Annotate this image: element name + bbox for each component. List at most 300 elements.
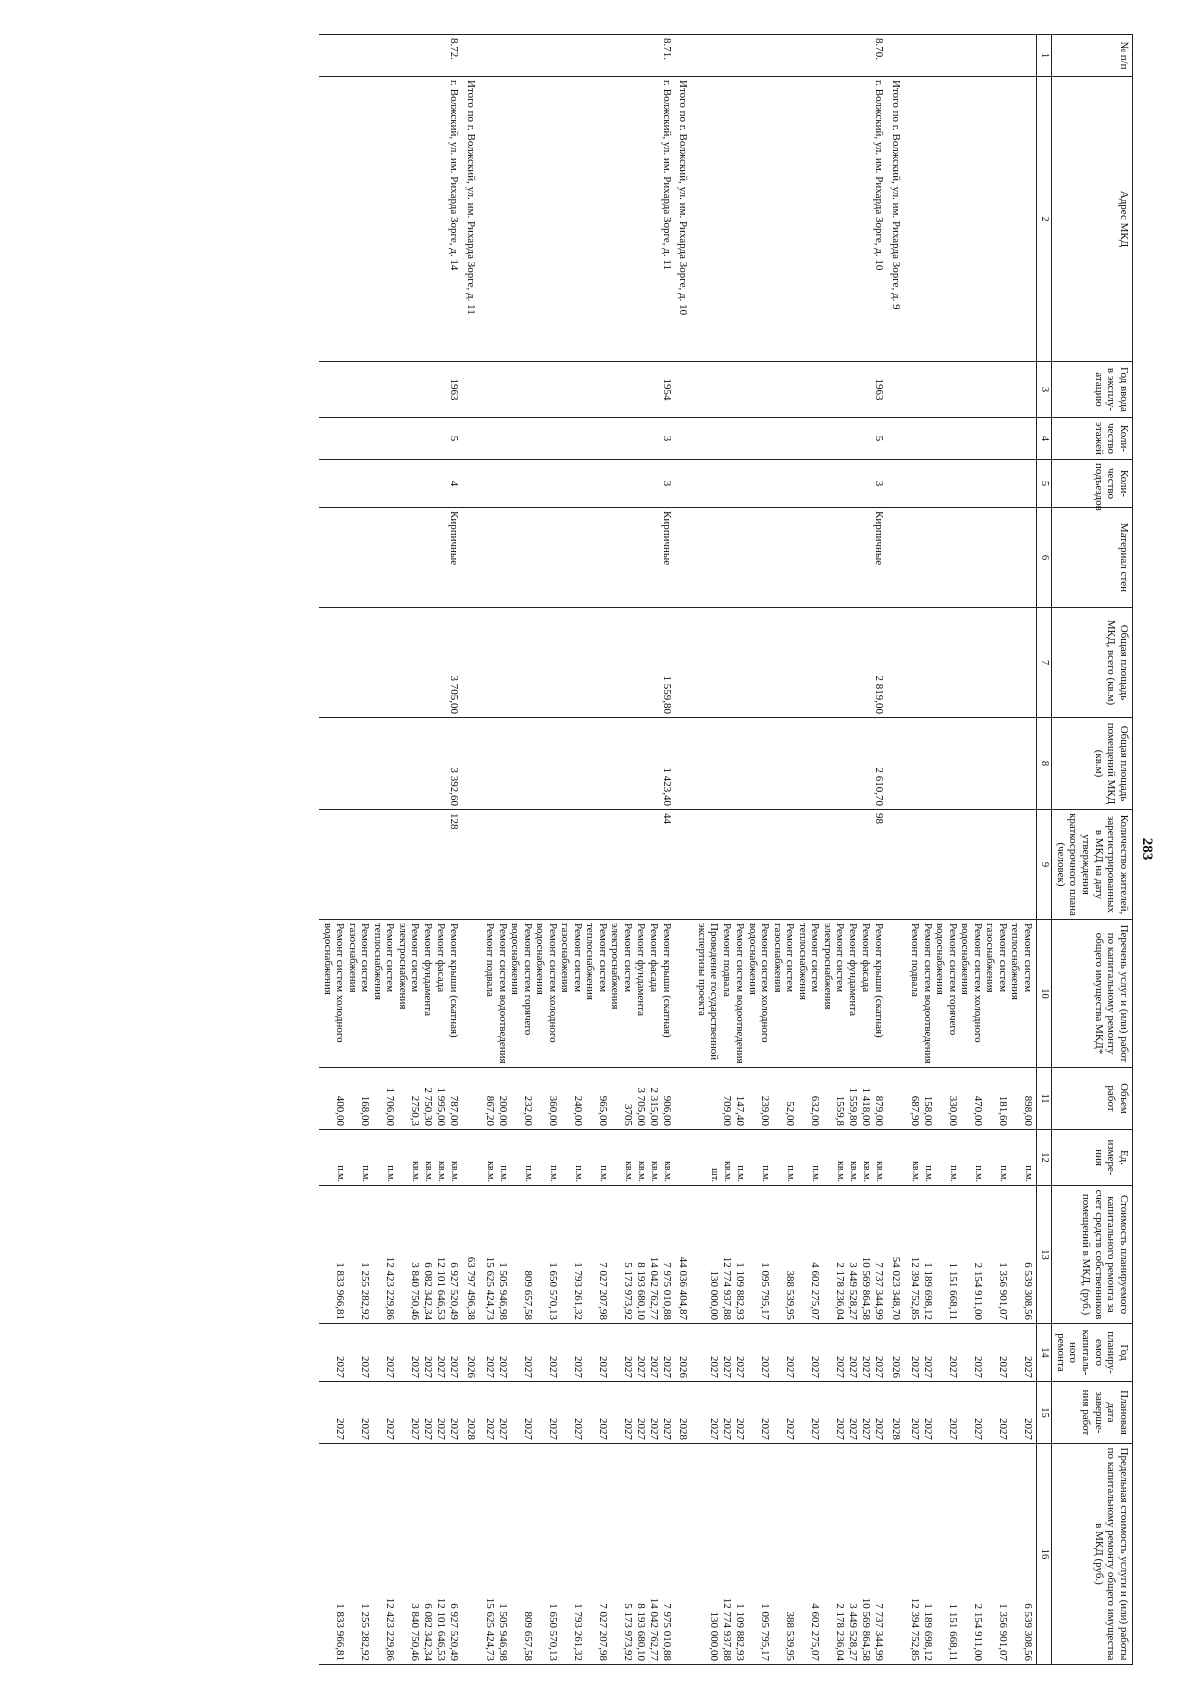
work-volume: 1 418,00 [860, 1087, 873, 1126]
work-volume: 1 995,00 [435, 1087, 448, 1126]
work-year: 2027 [596, 1356, 609, 1378]
work-cost: 6 539 308,56 [1022, 1262, 1035, 1320]
work-end-date: 2027 [546, 1418, 559, 1440]
work-cost: 1 255 282,92 [359, 1262, 372, 1320]
row-number: 8.71. [481, 35, 675, 77]
work-end-date: 2027 [409, 1418, 422, 1440]
work-year: 2027 [847, 1356, 860, 1378]
work-name: Ремонт систем холодного водоснабжения [534, 923, 559, 1043]
work-name: Ремонт фундамента [634, 923, 647, 1017]
column-number: 6 [1037, 508, 1052, 608]
work-end-date: 2027 [947, 1418, 960, 1440]
work-cost: 12 774 937,88 [721, 1256, 734, 1320]
column-number: 8 [1037, 718, 1052, 810]
work-volume: 1 559,80 [847, 1087, 860, 1126]
work-name-cell [481, 920, 675, 1068]
total-year: 2026 [675, 1324, 694, 1382]
work-limit: 1 151 668,11 [947, 1603, 960, 1661]
work-name: Ремонт подвала [909, 923, 922, 997]
column-number: 3 [1037, 362, 1052, 418]
work-cost: 5 173 973,92 [621, 1262, 634, 1320]
empty-cell [887, 1130, 906, 1186]
total-row [887, 35, 906, 1665]
row-number: 8.70. [693, 35, 887, 77]
work-name: Ремонт фасада [860, 923, 873, 993]
column-number: 15 [1037, 1382, 1052, 1444]
work-year: 2027 [521, 1356, 534, 1378]
premises-area: 2 610,70 [693, 718, 887, 810]
work-volume-cell [693, 1068, 887, 1130]
work-name: Ремонт фасада [647, 923, 660, 993]
column-number: 4 [1037, 418, 1052, 460]
work-unit: п.м. [1023, 1165, 1035, 1182]
work-year-cell [481, 1324, 675, 1382]
work-cost: 12 101 646,53 [435, 1256, 448, 1320]
empty-cell [887, 508, 906, 608]
total-label: Итого по г. Волжский, ул. им. Рихарда Зорге, д. 10 [675, 77, 694, 362]
work-volume: 879,00 [873, 1095, 886, 1126]
column-header: № п/п [1052, 35, 1133, 77]
work-name: Ремонт систем водоотведения [922, 923, 935, 1064]
work-name: Ремонт фасада [435, 923, 448, 993]
work-limit: 2 178 236,04 [834, 1603, 847, 1661]
work-end-date: 2027 [334, 1418, 347, 1440]
work-volume: 2 750,30 [422, 1087, 435, 1126]
work-limit: 12 101 646,53 [435, 1597, 448, 1661]
work-volume: 632,00 [809, 1095, 822, 1126]
work-year-cell [693, 1324, 887, 1382]
work-cost: 12 394 752,85 [909, 1256, 922, 1320]
work-volume: 687,90 [909, 1095, 922, 1126]
work-unit: п.м. [597, 1165, 609, 1182]
premises-area: 3 392,60 [319, 718, 462, 810]
work-volume: 1559,8 [834, 1095, 847, 1126]
work-unit-cell [906, 1130, 1037, 1186]
empty-cell [887, 35, 906, 77]
work-year: 2027 [571, 1356, 584, 1378]
row-number: 8.72. [319, 35, 462, 77]
house-address: г. Волжский, ул. им. Рихарда Зорге, д. 10 [693, 77, 887, 362]
total-cost: 44 036 404,87 [675, 1186, 694, 1324]
work-year: 2027 [873, 1356, 886, 1378]
work-unit: кв.м. [423, 1161, 435, 1182]
work-limit: 130 000,00 [708, 1611, 721, 1661]
empty-cell [906, 718, 1037, 810]
work-end-date: 2027 [1022, 1418, 1035, 1440]
total-end-date: 2028 [462, 1382, 481, 1444]
work-end-date: 2027 [621, 1418, 634, 1440]
work-volume: 52,00 [784, 1101, 797, 1126]
floors: 5 [693, 418, 887, 460]
work-end-date: 2027 [660, 1418, 673, 1440]
work-volume: 3 705,00 [634, 1087, 647, 1126]
work-unit: кв.м. [835, 1161, 847, 1182]
table-row [481, 35, 675, 1665]
work-end-date: 2027 [521, 1418, 534, 1440]
column-header: Плановая дата заверше-ния работ [1052, 1382, 1133, 1444]
work-unit: п.м. [923, 1165, 935, 1182]
work-limit: 7 975 010,88 [660, 1603, 673, 1661]
total-end-date: 2028 [675, 1382, 694, 1444]
work-unit: п.м. [547, 1165, 559, 1182]
work-end-date: 2027 [860, 1418, 873, 1440]
work-cost-cell [481, 1186, 675, 1324]
page-number: 283 [1139, 837, 1155, 861]
residents-count: 128 [319, 810, 462, 920]
work-name: Ремонт систем теплоснабжения [796, 923, 822, 1000]
work-volume: 470,00 [972, 1095, 985, 1126]
empty-cell [675, 35, 694, 77]
empty-cell [675, 608, 694, 718]
work-volume: 709,00 [721, 1095, 734, 1126]
work-cost: 1 505 946,98 [496, 1262, 509, 1320]
work-cost: 12 423 229,86 [384, 1256, 397, 1320]
work-year: 2027 [909, 1356, 922, 1378]
total-end-date: 2028 [887, 1382, 906, 1444]
work-end-date: 2027 [571, 1418, 584, 1440]
work-unit: кв.м. [622, 1161, 634, 1182]
column-header: Ед. измере-ния [1052, 1130, 1133, 1186]
empty-cell [887, 810, 906, 920]
column-number: 12 [1037, 1130, 1052, 1186]
work-volume-cell [906, 1068, 1037, 1130]
empty-cell [887, 1444, 906, 1665]
year-built: 1954 [481, 362, 675, 418]
work-end-date: 2027 [384, 1418, 397, 1440]
work-cost: 15 625 424,73 [483, 1256, 496, 1320]
work-unit: п.м. [572, 1165, 584, 1182]
column-header: Коли-чество этажей [1052, 418, 1133, 460]
empty-cell [462, 460, 481, 508]
work-limit: 2 154 911,00 [972, 1603, 985, 1661]
empty-cell [675, 460, 694, 508]
work-name: Ремонт крыши (скатная) [660, 923, 673, 1038]
work-volume: 898,00 [1022, 1095, 1035, 1126]
work-unit: кв.м. [449, 1161, 461, 1182]
empty-cell [906, 810, 1037, 920]
work-limit: 8 193 680,10 [634, 1603, 647, 1661]
work-unit: п.м. [522, 1165, 534, 1182]
work-unit: п.м. [497, 1165, 509, 1182]
work-limit: 1 356 901,07 [997, 1603, 1010, 1661]
column-number: 13 [1037, 1186, 1052, 1324]
work-limit-cell [906, 1444, 1037, 1665]
work-unit: кв.м. [410, 1161, 422, 1182]
work-unit-cell [693, 1130, 887, 1186]
work-year: 2027 [660, 1356, 673, 1378]
work-name: Ремонт систем холодного водоснабжения [746, 923, 772, 1043]
work-name: Ремонт систем горячего водоснабжения [934, 923, 960, 1036]
work-volume: 2 315,00 [647, 1087, 660, 1126]
empty-cell [887, 608, 906, 718]
work-end-date: 2027 [834, 1418, 847, 1440]
work-limit: 3 449 528,27 [847, 1603, 860, 1661]
column-header: Коли-чество подъездов [1052, 460, 1133, 508]
house-address: г. Волжский, ул. им. Рихарда Зорге, д. 14 [319, 77, 462, 362]
empty-cell [462, 362, 481, 418]
work-volume: 232,00 [521, 1095, 534, 1126]
total-area: 3 705,00 [319, 608, 462, 718]
work-end-date: 2027 [759, 1418, 772, 1440]
work-limit-cell [481, 1444, 675, 1665]
work-unit: п.м. [335, 1165, 347, 1182]
work-name: Ремонт фундамента [422, 923, 435, 1017]
work-limit: 7 737 344,99 [873, 1603, 886, 1661]
work-limit: 1 095 795,17 [759, 1603, 772, 1661]
work-year: 2027 [359, 1356, 372, 1378]
work-year: 2027 [435, 1356, 448, 1378]
entrances: 3 [481, 460, 675, 508]
work-volume: 787,00 [448, 1095, 461, 1126]
column-header: Предельная стоимость услуги и (или) работы по капитальному ремонту общего имущества в МКД (руб.) [1052, 1444, 1133, 1665]
work-cost: 6 927 520,49 [448, 1262, 461, 1320]
work-limit: 7 027 207,98 [596, 1603, 609, 1661]
work-name-cell [319, 920, 462, 1068]
year-built: 1963 [319, 362, 462, 418]
work-unit: п.м. [948, 1165, 960, 1182]
work-unit: п.м. [735, 1165, 747, 1182]
work-volume: 906,00 [660, 1095, 673, 1126]
empty-cell [675, 1130, 694, 1186]
work-volume: 3705 [621, 1104, 634, 1126]
empty-cell [887, 362, 906, 418]
empty-cell [462, 920, 481, 1068]
empty-cell [675, 418, 694, 460]
column-header: Общая площадь МКД, всего (кв.м) [1052, 608, 1133, 718]
work-name: Ремонт систем газоснабжения [559, 923, 584, 993]
work-year: 2027 [708, 1356, 721, 1378]
table-row [906, 35, 1037, 1665]
work-name: Ремонт систем газоснабжения [346, 923, 372, 993]
work-cost: 1 189 698,12 [922, 1262, 935, 1320]
work-year: 2027 [384, 1356, 397, 1378]
work-year: 2027 [721, 1356, 734, 1378]
work-year: 2027 [860, 1356, 873, 1378]
empty-cell [675, 718, 694, 810]
table-row [693, 35, 887, 1665]
header-row [1052, 35, 1133, 1665]
work-year: 2027 [997, 1356, 1010, 1378]
work-unit: кв.м. [861, 1161, 873, 1182]
work-unit: п.м. [760, 1165, 772, 1182]
residents-count: 44 [481, 810, 675, 920]
work-end-date: 2027 [634, 1418, 647, 1440]
work-year: 2027 [422, 1356, 435, 1378]
work-limit: 1 255 282,92 [359, 1603, 372, 1661]
floors: 5 [319, 418, 462, 460]
total-year: 2026 [462, 1324, 481, 1382]
work-end-date: 2027 [721, 1418, 734, 1440]
work-limit: 12 394 752,85 [909, 1597, 922, 1661]
empty-cell [906, 362, 1037, 418]
empty-cell [462, 1130, 481, 1186]
work-name: Ремонт крыши (скатная) [448, 923, 461, 1038]
work-unit: п.м. [785, 1165, 797, 1182]
work-limit: 1 833 966,81 [334, 1603, 347, 1661]
work-cost: 10 569 864,58 [860, 1256, 873, 1320]
work-name-cell [693, 920, 887, 1068]
empty-cell [887, 920, 906, 1068]
column-header: Год планиру-емого капиталь-ного ремонта [1052, 1324, 1133, 1382]
work-end-date: 2027 [734, 1418, 747, 1440]
work-cost: 7 027 207,98 [596, 1262, 609, 1320]
total-row [675, 35, 694, 1665]
work-volume: 965,00 [596, 1095, 609, 1126]
work-unit: кв.м. [848, 1161, 860, 1182]
premises-area: 1 423,40 [481, 718, 675, 810]
work-volume-cell [481, 1068, 675, 1130]
total-cost: 63 797 496,38 [462, 1186, 481, 1324]
work-volume: 400,00 [334, 1095, 347, 1126]
work-name: Ремонт систем горячего водоснабжения [509, 923, 534, 1036]
empty-cell [675, 810, 694, 920]
work-unit: кв.м. [484, 1161, 496, 1182]
work-volume: 168,00 [359, 1095, 372, 1126]
work-name: Ремонт фундамента [847, 923, 860, 1017]
empty-cell [462, 418, 481, 460]
work-name: Ремонт систем электроснабжения [821, 923, 847, 1010]
work-cost: 388 539,95 [784, 1270, 797, 1320]
work-limit: 388 539,95 [784, 1611, 797, 1661]
column-number: 16 [1037, 1444, 1052, 1665]
total-label: Итого по г. Волжский, ул. им. Рихарда Зорге, д. 11 [462, 77, 481, 362]
work-volume: 1 706,00 [384, 1087, 397, 1126]
work-year-cell [319, 1324, 462, 1382]
work-year: 2027 [546, 1356, 559, 1378]
work-limit: 6 539 308,56 [1022, 1603, 1035, 1661]
work-cost: 14 042 762,77 [647, 1256, 660, 1320]
work-name: Ремонт систем теплоснабжения [1009, 923, 1035, 1000]
work-limit: 6 082 342,34 [422, 1603, 435, 1661]
empty-cell [675, 1068, 694, 1130]
work-end-date: 2027 [359, 1418, 372, 1440]
work-year: 2027 [483, 1356, 496, 1378]
work-limit: 12 774 937,88 [721, 1597, 734, 1661]
work-year: 2027 [972, 1356, 985, 1378]
work-end-date: 2027 [997, 1418, 1010, 1440]
work-limit: 14 042 762,77 [647, 1597, 660, 1661]
work-end-date: 2027 [873, 1418, 886, 1440]
work-end-date: 2027 [972, 1418, 985, 1440]
work-end-date: 2027 [922, 1418, 935, 1440]
work-year: 2027 [621, 1356, 634, 1378]
work-end-date: 2027 [809, 1418, 822, 1440]
work-name: Ремонт подвала [483, 923, 496, 997]
work-unit-cell [481, 1130, 675, 1186]
empty-cell [462, 508, 481, 608]
work-volume: 158,00 [922, 1095, 935, 1126]
column-number: 14 [1037, 1324, 1052, 1382]
work-unit: кв.м. [648, 1161, 660, 1182]
work-end-date: 2027 [483, 1418, 496, 1440]
work-end-date: 2027 [496, 1418, 509, 1440]
work-name: Ремонт систем электроснабжения [609, 923, 634, 1010]
work-limit: 3 840 750,46 [409, 1603, 422, 1661]
work-end-date: 2027 [596, 1418, 609, 1440]
work-name: Ремонт крыши (скатная) [873, 923, 886, 1038]
work-year: 2027 [334, 1356, 347, 1378]
column-number: 1 [1037, 35, 1052, 77]
work-end-date: 2027 [847, 1418, 860, 1440]
work-volume: 239,00 [759, 1095, 772, 1126]
work-limit: 1 109 882,93 [734, 1603, 747, 1661]
work-name: Ремонт подвала [721, 923, 734, 997]
empty-cell [906, 418, 1037, 460]
work-end-date: 2027 [647, 1418, 660, 1440]
work-year: 2027 [1022, 1356, 1035, 1378]
column-number: 5 [1037, 460, 1052, 508]
work-cost: 3 449 528,27 [847, 1262, 860, 1320]
work-limit: 1 189 698,12 [922, 1603, 935, 1661]
total-year: 2026 [887, 1324, 906, 1382]
work-year: 2027 [634, 1356, 647, 1378]
work-cost-cell [319, 1186, 462, 1324]
work-cost: 3 840 750,46 [409, 1262, 422, 1320]
work-volume-cell [319, 1068, 462, 1130]
work-unit: п.м. [973, 1165, 985, 1182]
work-unit: п.м. [998, 1165, 1010, 1182]
work-end-date-cell [906, 1382, 1037, 1444]
empty-cell [906, 608, 1037, 718]
work-limit-cell [693, 1444, 887, 1665]
table-header [1037, 35, 1133, 1665]
entrances: 3 [693, 460, 887, 508]
empty-cell [462, 35, 481, 77]
work-cost: 7 737 344,99 [873, 1262, 886, 1320]
work-year: 2027 [448, 1356, 461, 1378]
house-address: г. Волжский, ул. им. Рихарда Зорге, д. 11 [481, 77, 675, 362]
wall-material: Кирпичные [481, 508, 675, 608]
empty-cell [887, 418, 906, 460]
work-cost: 4 602 275,07 [809, 1262, 822, 1320]
work-unit: кв.м. [635, 1161, 647, 1182]
empty-cell [887, 718, 906, 810]
empty-cell [906, 35, 1037, 77]
column-header: Количество жителей, зарегистрированных в МКД на дату утверждения краткосрочного плана (человек) [1052, 810, 1133, 920]
work-year-cell [906, 1324, 1037, 1382]
work-name: Ремонт систем электроснабжения [396, 923, 422, 1010]
work-name: Ремонт систем теплоснабжения [584, 923, 609, 1000]
work-name: Ремонт систем газоснабжения [984, 923, 1010, 993]
table-row [319, 35, 462, 1665]
column-number: 9 [1037, 810, 1052, 920]
work-unit: шт. [709, 1168, 721, 1182]
work-unit: кв.м. [436, 1161, 448, 1182]
work-unit: кв.м. [910, 1161, 922, 1182]
work-unit: кв.м. [661, 1161, 673, 1182]
rotated-page [39, 34, 1161, 1664]
work-limit: 1 793 261,32 [571, 1603, 584, 1661]
work-unit: кв.м. [874, 1161, 886, 1182]
empty-cell [906, 460, 1037, 508]
work-cost: 1 095 795,17 [759, 1262, 772, 1320]
work-end-date: 2027 [708, 1418, 721, 1440]
work-unit: п.м. [360, 1165, 372, 1182]
column-header: Материал стен [1052, 508, 1133, 608]
work-year: 2027 [409, 1356, 422, 1378]
work-year: 2027 [734, 1356, 747, 1378]
work-cost: 8 193 680,10 [634, 1262, 647, 1320]
work-limit: 10 569 864,58 [860, 1597, 873, 1661]
work-volume: 200,00 [496, 1095, 509, 1126]
year-built: 1963 [693, 362, 887, 418]
table-body [319, 35, 1036, 1665]
empty-cell [462, 1444, 481, 1665]
column-number: 2 [1037, 77, 1052, 362]
work-end-date-cell [693, 1382, 887, 1444]
work-volume: 330,00 [947, 1095, 960, 1126]
work-name: Ремонт систем газоснабжения [771, 923, 797, 993]
